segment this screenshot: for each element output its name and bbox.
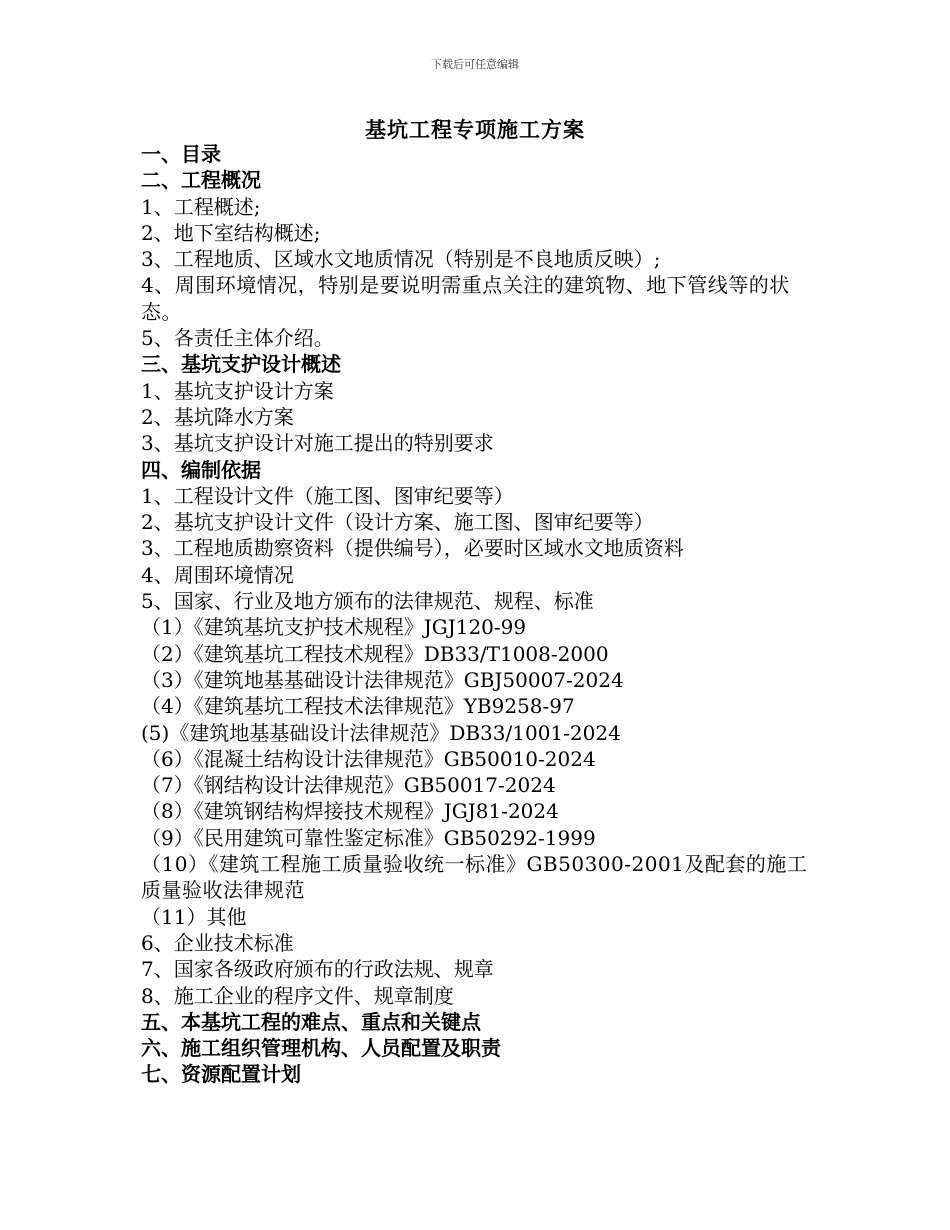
section-heading: 三、基坑支护设计概述: [141, 352, 341, 377]
body-line: 2、地下室结构概述;: [141, 220, 321, 245]
body-line: （2）《建筑基坑工程技术规程》DB33/T1008-2000: [141, 641, 609, 666]
body-line: 7、国家各级政府颁布的行政法规、规章: [141, 957, 494, 982]
body-line: （10）《建筑工程施工质量验收统一标准》GB50300-2001及配套的施工质量验收法律规范: [141, 852, 808, 903]
body-line: （1）《建筑基坑支护技术规程》JGJ120-99: [141, 615, 527, 640]
body-line: 2、基坑降水方案: [141, 404, 294, 429]
body-line: 1、工程设计文件（施工图、图审纪要等）: [141, 483, 514, 508]
body-line: 6、企业技术标准: [141, 930, 294, 955]
header-note: 下载后可任意编辑: [431, 58, 519, 71]
section-heading: 六、施工组织管理机构、人员配置及职责: [141, 1036, 501, 1061]
section-heading: 五、本基坑工程的难点、重点和关键点: [141, 1009, 481, 1034]
body-line: 1、基坑支护设计方案: [141, 378, 334, 403]
body-line: 5、各责任主体介绍。: [141, 326, 334, 351]
body-line: 3、工程地质、区域水文地质情况（特别是不良地质反映）;: [141, 247, 661, 272]
section-heading: 二、工程概况: [141, 168, 261, 193]
body-line: 3、基坑支护设计对施工提出的特别要求: [141, 431, 494, 456]
body-line: （11）其他: [141, 904, 247, 929]
section-heading: 七、资源配置计划: [141, 1062, 301, 1087]
section-heading: 一、目录: [141, 142, 221, 166]
body-line: （7）《钢结构设计法律规范》GB50017-2024: [141, 773, 556, 798]
body-line: 3、工程地质勘察资料（提供编号），必要时区域水文地质资料: [141, 536, 684, 561]
body-line: （6）《混凝土结构设计法律规范》GB50010-2024: [141, 746, 596, 771]
body-line: 4、周围环境情况: [141, 562, 294, 587]
body-line: 2、基坑支护设计文件（设计方案、施工图、图审纪要等）: [141, 510, 654, 535]
body-line: （8）《建筑钢结构焊接技术规程》JGJ81-2024: [141, 799, 559, 824]
section-heading: 四、编制依据: [141, 457, 261, 482]
body-line: 8、施工企业的程序文件、规章制度: [141, 983, 454, 1008]
body-line: 1、工程概述;: [141, 194, 261, 219]
body-line: （3）《建筑地基基础设计法律规范》GBJ50007-2024: [141, 667, 624, 692]
document-body: [141, 141, 813, 1088]
body-line: 4、周围环境情况，特别是要说明需重点关注的建筑物、地下管线等的状态。: [141, 273, 790, 324]
body-line: 5、国家、行业及地方颁布的法律规范、规程、标准: [141, 589, 594, 614]
body-line: (5)《建筑地基基础设计法律规范》DB33/1001-2024: [141, 720, 621, 745]
body-line: （4）《建筑基坑工程技术法律规范》YB9258-97: [141, 694, 575, 719]
body-line: （9）《民用建筑可靠性鉴定标准》GB50292-1999: [141, 825, 596, 850]
document-title: 基坑工程专项施工方案: [365, 117, 585, 142]
